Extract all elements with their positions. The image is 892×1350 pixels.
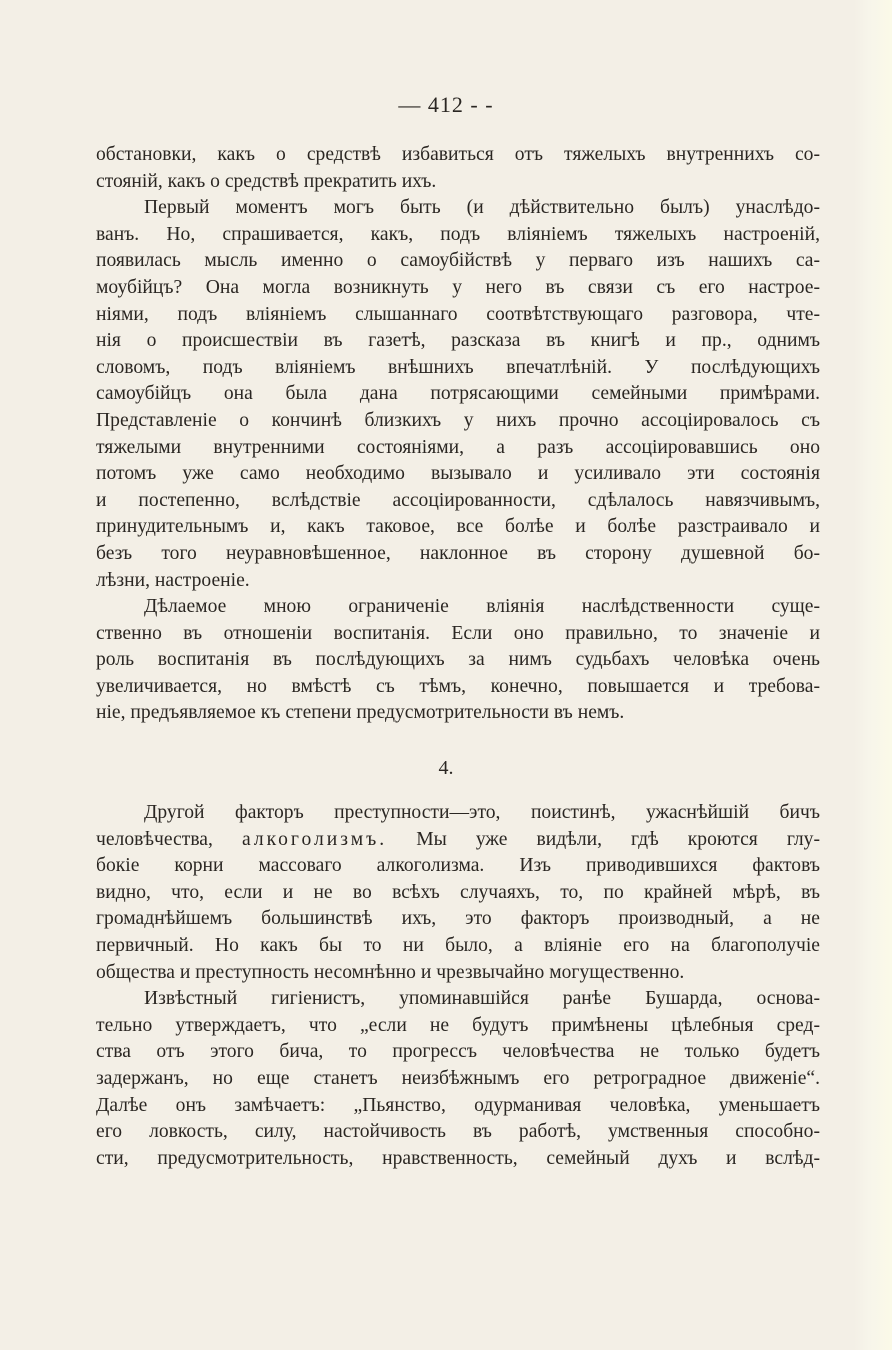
text-line bbox=[96, 827, 820, 854]
text-line: Далѣе онъ замѣчаетъ: „Пьянство, одурманивая человѣка, уменьшаетъ bbox=[96, 1094, 820, 1116]
text-line: безъ того неуравновѣшенное, наклонное въ сторону душевной бо- bbox=[96, 542, 820, 564]
text-line: Представленіе о кончинѣ близкихъ у нихъ прочно ассоціировалось съ bbox=[96, 409, 820, 431]
emphasized-term: алкоголизмъ. bbox=[241, 828, 388, 850]
text-line: появилась мысль именно о самоубійствѣ у перваго изъ нашихъ са- bbox=[96, 250, 820, 272]
text-line: ніе, предъявляемое къ степени предусмотрительности въ немъ. bbox=[96, 702, 625, 724]
text-line: потомъ уже само необходимо вызывало и усиливало эти состоянія bbox=[96, 463, 820, 485]
page-number: — 412 - - bbox=[398, 92, 494, 117]
text-line: моубійцъ? Она могла возникнуть у него въ связи съ его настрое- bbox=[96, 276, 820, 298]
text-line: словомъ, подъ вліяніемъ внѣшнихъ впечатлѣній. У послѣдующихъ bbox=[96, 356, 820, 378]
text-line: нія о происшествіи въ газетѣ, разсказа въ книгѣ и пр., однимъ bbox=[96, 330, 820, 352]
text-line: общества и преступность несомнѣнно и чрезвычайно могущественно. bbox=[96, 961, 685, 983]
text-line: ванъ. Но, спрашивается, какъ, подъ вліяніемъ тяжелыхъ настроеній, bbox=[96, 223, 820, 245]
text-line: сти, предусмотрительность, нравственность, семейный духъ и вслѣд- bbox=[96, 1147, 820, 1169]
text-line: самоубійцъ она была дана потрясающими семейными примѣрами. bbox=[96, 383, 820, 405]
text-line: ніями, подъ вліяніемъ слышаннаго соотвѣтствующаго разговора, чте- bbox=[96, 303, 820, 325]
text-line: и постепенно, вслѣдствіе ассоціированности, сдѣлалось навязчивымъ, bbox=[96, 489, 820, 511]
section-number: 4. bbox=[438, 757, 454, 779]
text-line: Другой факторъ преступности—это, поистинѣ, ужаснѣйшій бичъ bbox=[144, 802, 820, 823]
text-line: бокіе корни массоваго алкоголизма. Изъ приводившихся фактовъ bbox=[96, 855, 820, 877]
text-line: лѣзни, настроеніе. bbox=[96, 569, 250, 591]
text-line: тяжелыми внутренними состояніями, а разъ ассоціировавшись оно bbox=[96, 436, 820, 458]
text-line: Извѣстный гигіенистъ, упоминавшійся ранѣе Бушарда, основа- bbox=[144, 988, 820, 1010]
text-line: увеличивается, но вмѣстѣ съ тѣмъ, конечно, повышается и требова- bbox=[96, 675, 820, 697]
text-block-1 bbox=[96, 142, 820, 727]
text-line: ства отъ этого бича, то прогрессъ человѣчества не только будетъ bbox=[96, 1041, 820, 1063]
text-line: роль воспитанія въ послѣдующихъ за нимъ судьбахъ человѣка очень bbox=[96, 649, 820, 671]
text-line: ственно въ отношеніи воспитанія. Если оно правильно, то значеніе и bbox=[96, 622, 820, 644]
text-line: обстановки, какъ о средствѣ избавиться отъ тяжелыхъ внутреннихъ со- bbox=[96, 144, 820, 165]
text-line: принудительнымъ и, какъ таковое, все болѣе и болѣе разстраивало и bbox=[96, 516, 820, 538]
text-line: видно, что, если и не во всѣхъ случаяхъ, то, по крайней мѣрѣ, въ bbox=[96, 881, 820, 903]
text-line: тельно утверждаетъ, что „если не будутъ примѣнены цѣлебныя сред- bbox=[96, 1014, 820, 1036]
text-line: его ловкость, силу, настойчивость въ работѣ, умственныя способно- bbox=[96, 1121, 820, 1143]
text-fragment: человѣчества, bbox=[96, 828, 213, 850]
text-line: Дѣлаемое мною ограниченіе вліянія наслѣдственности суще- bbox=[144, 596, 820, 618]
text-line: громаднѣйшемъ большинствѣ ихъ, это факторъ производный, а не bbox=[96, 908, 820, 930]
text-block-2 bbox=[96, 800, 820, 1172]
text-line: задержанъ, но еще станетъ неизбѣжнымъ его ретроградное движеніе“. bbox=[96, 1067, 820, 1089]
text-line: первичный. Но какъ бы то ни было, а вліяніе его на благополучіе bbox=[96, 934, 820, 956]
text-line: Первый моментъ могъ быть (и дѣйствительно былъ) унаслѣдо- bbox=[144, 197, 820, 219]
text-fragment: Мы уже видѣли, гдѣ кроются глу- bbox=[416, 828, 820, 850]
text-line: стояній, какъ о средствѣ прекратить ихъ. bbox=[96, 170, 437, 192]
